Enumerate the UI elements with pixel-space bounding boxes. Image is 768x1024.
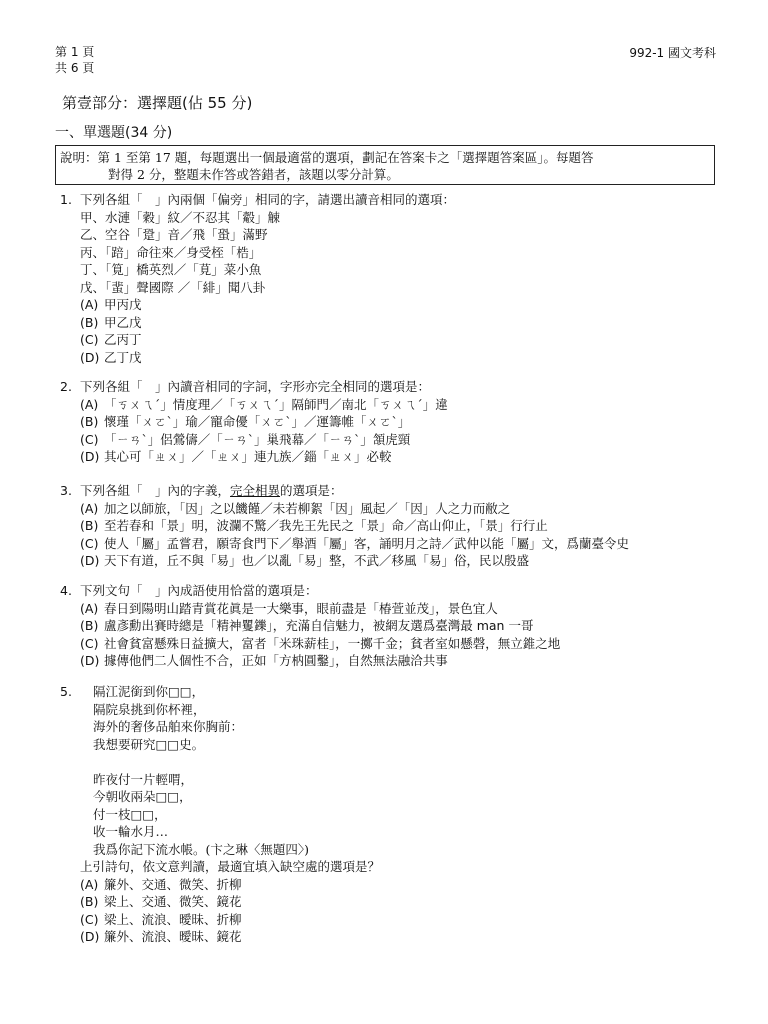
option-c: (C) 梁上、流浪、曖昧、折柳 [80,911,242,927]
poem-line: 隔院泉挑到你杯裡， [93,701,206,717]
option-a: (A) 甲丙戊 [80,297,142,312]
page-number: 第 1 頁 [55,45,95,59]
option-a: (A) 「ㄎㄨㄟˊ」情度理／「ㄎㄨㄟˊ」隔師門／南北「ㄎㄨㄟˊ」違 [80,396,448,412]
poem-line: 海外的奢侈品舶來你胸前： [93,719,244,734]
page-total: 共 6 頁 [55,61,95,75]
instruction-box [55,145,715,185]
question-stem: 下列文句「 」內成語使用恰當的選項是： [80,583,318,598]
option-d: (D) 乙丁戊 [80,349,142,365]
option-a: (A) 加之以師旅，「因」之以饑饉／未若柳絮「因」風起／「因」人之力而敝之 [80,500,511,516]
option-b: (B) 甲乙戊 [80,314,142,330]
sub-title: 一、單選題(34 分) [55,125,173,141]
poem-line: 收一輪水月… [93,824,169,839]
question-stem: 下列各組「 」內讀音相同的字詞，字形亦完全相同的選項是： [80,379,431,394]
question-4 [60,582,740,670]
option-c: (C) 使人「屬」孟嘗君，願寄食門下／舉酒「屬」客，誦明月之詩／武仲以能「屬」文，爲蘭臺令史 [80,535,630,551]
question-3 [60,482,740,570]
option-d: (D) 據傳他們二人個性不合，正如「方枘圓鑿」，自然無法融洽共事 [80,653,448,668]
poem-stanza-gap [60,753,740,771]
question-stem: 下列各組「 」內的字義，完全相異的選項是： [80,483,343,498]
option-c: (C) 社會貧富懸殊日益擴大，富者「米珠薪桂」，一擲千金；貧者室如懸磬，無立錐之地 [80,635,561,651]
exam-subject: 992-1 國文考科 [629,46,716,60]
poem-line: 昨夜付一片輕喟， [93,771,194,787]
item-line: 乙、空谷「跫」音／飛「蛩」滿野 [80,227,268,242]
option-a: (A) 簾外、交通、微笑、折柳 [80,876,242,892]
instruction-line-2: 對得 2 分，整題未作答或答錯者，該題以零分計算。 [108,167,399,182]
option-d: (D) 天下有道，丘不與「易」也／以亂「易」整，不武／移風「易」俗，民以殷盛 [80,553,530,568]
option-b: (B) 至若春和「景」明，波瀾不驚／我先王先民之「景」命／高山仰止，「景」行行止 [80,518,548,533]
poem-line: 隔江泥銜到你□□， [93,684,205,699]
question-number: 1. [60,192,72,207]
option-d: (D) 其心可「ㄓㄨ」／「ㄓㄨ」連九族／錙「ㄓㄨ」必較 [80,449,392,464]
question-1 [60,191,740,366]
option-b: (B) 懷瑾「ㄨㄛˋ」瑜／寵命優「ㄨㄛˋ」／運籌帷「ㄨㄛˋ」 [80,414,411,429]
option-a: (A) 春日到陽明山踏青賞花眞是一大樂事，眼前盡是「椿萱並茂」，景色宜人 [80,600,498,616]
item-line: 甲、水漣「穀」紋／不忍其「觳」觫 [80,209,281,225]
item-line: 戊、「蜚」聲國際 ／「緋」聞八卦 [80,279,266,295]
page-indicator [55,44,94,76]
option-c: (C) 「ㄧㄢˋ」侶鶯儔／「ㄧㄢˋ」巢飛幕／「ㄧㄢˋ」頷虎頸 [80,431,411,447]
poem-line: 付一枝□□， [93,806,167,822]
question-number: 3. [60,483,72,498]
question-number: 2. [60,379,72,394]
question-stem: 下列各組「 」內兩個「偏旁」相同的字，請選出讀音相同的選項： [80,192,456,207]
option-d: (D) 簾外、流浪、曖昧、鏡花 [80,929,242,944]
item-line: 丙、「踣」命往來／身受桎「梏」 [80,244,262,260]
question-5 [60,683,740,946]
question-stem: 上引詩句，依文意判讀，最適宜填入缺空處的選項是？ [80,859,381,874]
question-number: 5. [60,684,72,699]
instruction-line-1: 說明：第 1 至第 17 題，每題選出一個最適當的選項，劃記在答案卡之「選擇題答案區」。每題答 [60,150,594,165]
poem-line: 今朝收兩朵□□， [93,789,192,804]
emphasis-text: 完全相異 [230,483,281,498]
poem-line: 我想要研究□□史。 [93,736,205,752]
poem-line: 我爲你記下流水帳。(卞之琳〈無題四〉) [93,841,310,857]
option-c: (C) 乙丙丁 [80,332,142,347]
question-2 [60,378,740,466]
section-title: 第壹部分：選擇題(佔 55 分) [62,94,253,112]
option-b: (B) 梁上、交通、微笑、鏡花 [80,894,242,909]
option-b: (B) 盧彥勳出賽時總是「精神矍鑠」，充滿自信魅力，被網友選爲臺灣最 man 一哥 [80,618,534,633]
item-line: 丁、「筧」橋英烈／「莧」菜小魚 [80,262,262,277]
question-number: 4. [60,583,72,598]
